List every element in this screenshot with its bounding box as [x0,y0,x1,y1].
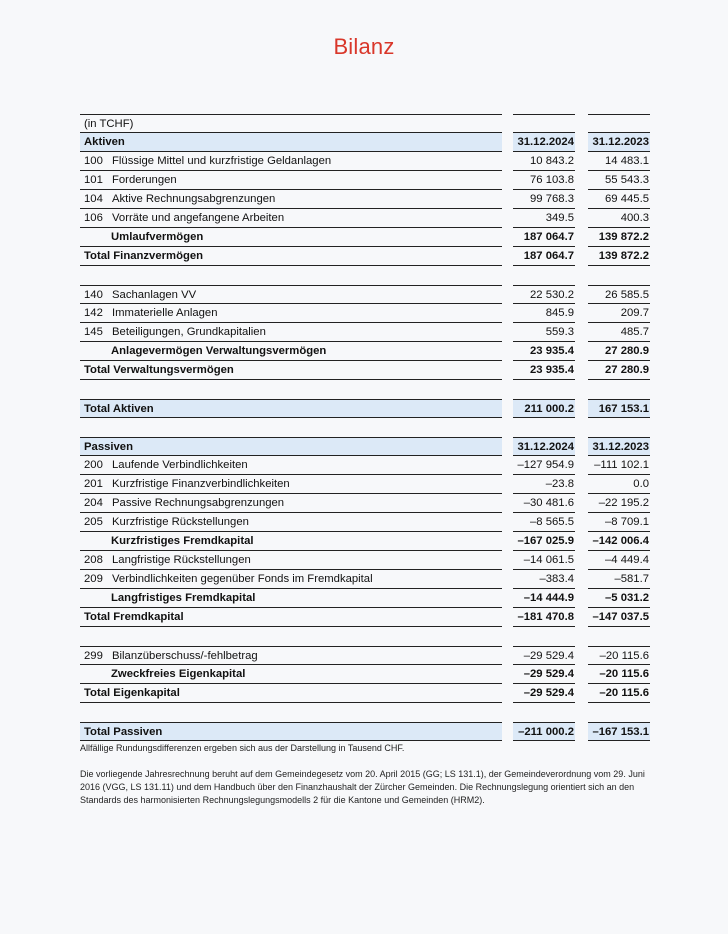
account-label: Verbindlichkeiten gegenüber Fonds im Fremdkapital [112,573,373,585]
value-2024: 22 530.2 [513,285,575,304]
total-label: Total Finanzvermögen [80,247,502,266]
table-row [80,323,650,342]
basis-note: Die vorliegende Jahresrechnung beruht auf dem Gemeindegesetz vom 20. April 2015 (GG; LS 131.1), der Gemeindeverordnung vom 29. Juni 2016 (VGG, LS 131.11) und dem Handbuch über den Finanzhaushalt der Zürcher Gemeinden. Die Rechnungslegung orientiert sich an den Standards des harmonisierten Rechnungslegungsmodells 2 für die Kantone und Gemeinden (HRM2). [80,769,645,805]
account-number: 106 [84,212,103,224]
account-number: 209 [84,573,103,585]
table-row [80,513,650,532]
grand-total-row [80,722,650,741]
value-2024: –14 444.9 [513,589,575,608]
value-2023: 69 445.5 [588,190,650,209]
table-row [80,456,650,475]
value-2023: –581.7 [588,570,650,589]
value-2023: 27 280.9 [588,361,650,380]
value-2024: 187 064.7 [513,228,575,247]
value-2024: 349.5 [513,209,575,228]
aktiven-header-row [80,133,650,152]
value-2024: 76 103.8 [513,171,575,190]
account-label: Kurzfristige Finanzverbindlichkeiten [112,478,290,490]
account-number: 104 [84,193,103,205]
value-2024: –29 529.4 [513,646,575,665]
subtotal-row [80,228,650,247]
total-row [80,608,650,627]
table-row [80,551,650,570]
subtotal-label: Umlaufvermögen [80,228,502,247]
account-label: Bilanzüberschuss/-fehlbetrag [112,650,258,662]
subtotal-row [80,532,650,551]
table-row [80,190,650,209]
value-2024: –30 481.6 [513,494,575,513]
table-row [80,475,650,494]
value-2023: 27 280.9 [588,342,650,361]
value-2023: –5 031.2 [588,589,650,608]
value-2023: –111 102.1 [588,456,650,475]
value-2024: –167 025.9 [513,532,575,551]
account-label: Flüssige Mittel und kurzfristige Geldanlagen [112,155,332,167]
account-number: 299 [84,650,103,662]
value-2023: 0.0 [588,475,650,494]
total-label: Total Verwaltungsvermögen [80,361,502,380]
account-number: 204 [84,497,103,509]
value-2024: 99 768.3 [513,190,575,209]
column-header-2023: 31.12.2023 [588,133,650,152]
table-row [80,171,650,190]
column-header-2024: 31.12.2024 [513,437,575,456]
grand-total-row [80,399,650,418]
total-label: Total Passiven [80,722,502,741]
subtotal-row [80,342,650,361]
account-number: 201 [84,478,103,490]
value-2023: 400.3 [588,209,650,228]
value-2023: 167 153.1 [588,399,650,418]
value-2023: 14 483.1 [588,152,650,171]
table-row [80,646,650,665]
account-number: 101 [84,174,103,186]
value-2023: 26 585.5 [588,285,650,304]
account-label: Immaterielle Anlagen [112,307,218,319]
value-2024: 23 935.4 [513,342,575,361]
value-2023: 209.7 [588,304,650,323]
table-row [80,152,650,171]
total-label: Total Aktiven [80,399,502,418]
value-2023: –167 153.1 [588,722,650,741]
value-2023: –20 115.6 [588,665,650,684]
account-label: Kurzfristige Rückstellungen [112,516,249,528]
subtotal-row [80,665,650,684]
column-header-2023: 31.12.2023 [588,437,650,456]
total-label: Total Eigenkapital [80,684,502,703]
account-label: Aktive Rechnungsabgrenzungen [112,193,276,205]
table-row [80,209,650,228]
value-2023: 139 872.2 [588,228,650,247]
account-label: Sachanlagen VV [112,289,197,301]
table-row [80,285,650,304]
passiven-header-label: Passiven [80,437,502,456]
account-number: 145 [84,326,103,338]
account-number: 142 [84,307,103,319]
account-number: 208 [84,554,103,566]
total-label: Total Fremdkapital [80,608,502,627]
value-2024: –14 061.5 [513,551,575,570]
subtotal-label: Kurzfristiges Fremdkapital [80,532,502,551]
value-2023: –20 115.6 [588,646,650,665]
account-label: Forderungen [112,174,177,186]
account-label: Langfristige Rückstellungen [112,554,251,566]
total-row [80,361,650,380]
unit-row [80,114,650,133]
value-2023: –22 195.2 [588,494,650,513]
balance-sheet-table [80,114,650,741]
column-header-2024: 31.12.2024 [513,133,575,152]
value-2024: –211 000.2 [513,722,575,741]
table-row [80,494,650,513]
value-2024: 187 064.7 [513,247,575,266]
subtotal-label: Anlagevermögen Verwaltungsvermögen [80,342,502,361]
account-label: Passive Rechnungsabgrenzungen [112,497,285,509]
value-2024: –181 470.8 [513,608,575,627]
passiven-header-row [80,437,650,456]
value-2024: –383.4 [513,570,575,589]
account-number: 140 [84,289,103,301]
unit-label: (in TCHF) [80,114,502,133]
account-label: Laufende Verbindlichkeiten [112,459,248,471]
account-label: Beteiligungen, Grundkapitalien [112,326,266,338]
page-title: Bilanz [333,34,395,59]
aktiven-header-label: Aktiven [80,133,502,152]
rounding-note: Allfällige Rundungsdifferenzen ergeben sich aus der Darstellung in Tausend CHF. [80,743,405,753]
value-2024: 559.3 [513,323,575,342]
account-number: 100 [84,155,103,167]
value-2024: –23.8 [513,475,575,494]
value-2023: 55 543.3 [588,171,650,190]
value-2024: –29 529.4 [513,665,575,684]
account-number: 205 [84,516,103,528]
account-label: Vorräte und angefangene Arbeiten [112,212,285,224]
subtotal-label: Langfristiges Fremdkapital [80,589,502,608]
value-2024: –8 565.5 [513,513,575,532]
value-2023: 485.7 [588,323,650,342]
value-2023: –8 709.1 [588,513,650,532]
value-2024: 845.9 [513,304,575,323]
subtotal-label: Zweckfreies Eigenkapital [80,665,502,684]
value-2024: –29 529.4 [513,684,575,703]
value-2023: –147 037.5 [588,608,650,627]
subtotal-row [80,589,650,608]
table-row [80,570,650,589]
value-2024: 211 000.2 [513,399,575,418]
value-2023: 139 872.2 [588,247,650,266]
value-2023: –142 006.4 [588,532,650,551]
value-2023: –4 449.4 [588,551,650,570]
total-row [80,247,650,266]
value-2024: –127 954.9 [513,456,575,475]
value-2024: 10 843.2 [513,152,575,171]
account-number: 200 [84,459,103,471]
value-2023: –20 115.6 [588,684,650,703]
total-row [80,684,650,703]
value-2024: 23 935.4 [513,361,575,380]
table-row [80,304,650,323]
